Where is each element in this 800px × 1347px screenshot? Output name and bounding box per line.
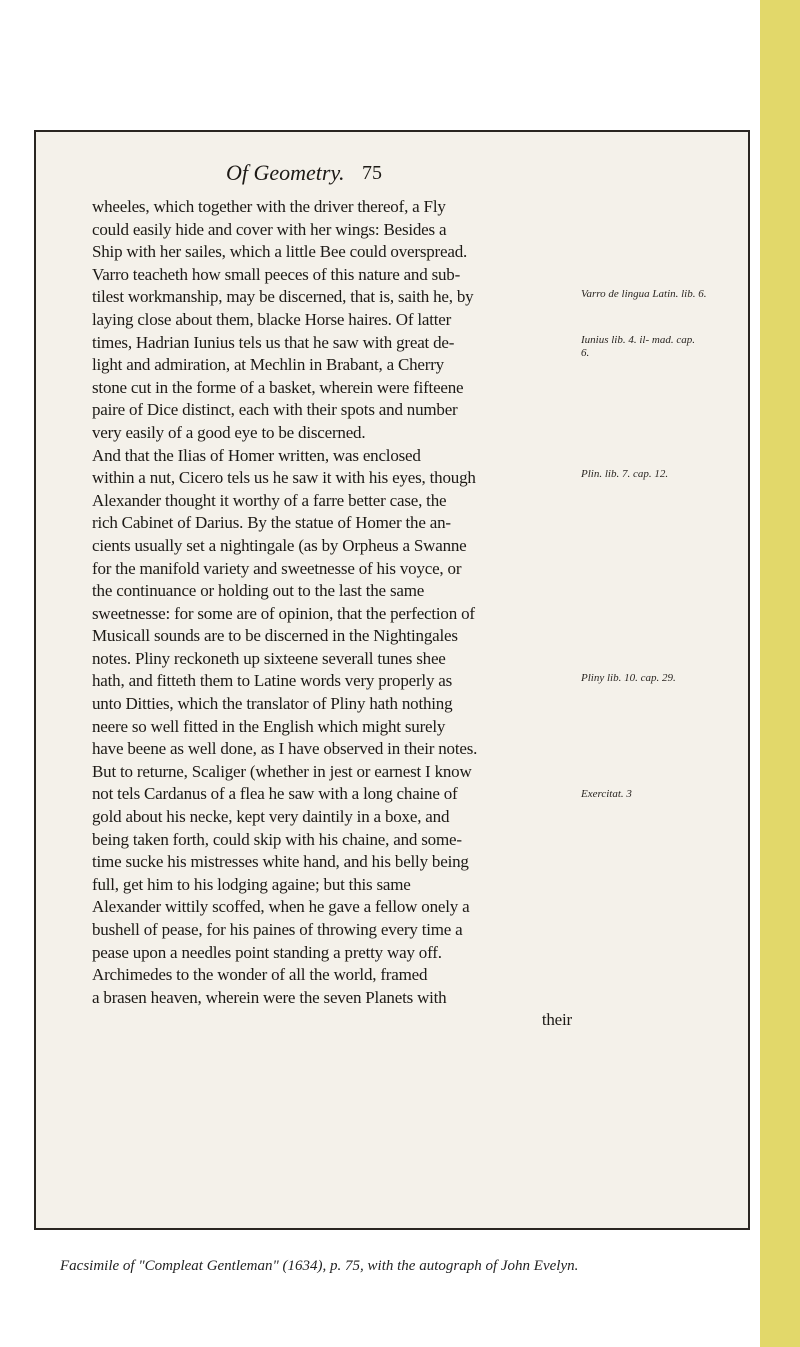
text-line: time sucke his mistresses white hand, and his belly being bbox=[92, 852, 469, 872]
text-line: unto Ditties, which the translator of Pliny hath nothing bbox=[92, 694, 453, 714]
text-line: sweetnesse: for some are of opinion, that the perfection of bbox=[92, 603, 475, 623]
text-line: hath, and fitteth them to Latine words very properly as bbox=[92, 671, 453, 691]
text-line: times, Hadrian Iunius tels us that he saw with great de- bbox=[92, 332, 455, 352]
text-line: stone cut in the forme of a basket, wherein were fifteene bbox=[92, 377, 464, 397]
text-line: laying close about them, blacke Horse haires. Of latter bbox=[92, 309, 452, 329]
text-line: pease upon a needles point standing a pretty way off. bbox=[92, 942, 442, 962]
text-line: And that the Ilias of Homer written, was enclosed bbox=[92, 445, 421, 465]
text-line: being taken forth, could skip with his chaine, and some- bbox=[92, 829, 462, 849]
text-line: a brasen heaven, wherein were the seven Planets with bbox=[92, 987, 447, 1007]
page-header bbox=[36, 160, 748, 190]
text-line: Alexander thought it worthy of a farre better case, the bbox=[92, 490, 447, 510]
text-line: Archimedes to the wonder of all the world, framed bbox=[92, 965, 428, 985]
text-line: very easily of a good eye to be discerned. bbox=[92, 422, 366, 442]
text-line: neere so well fitted in the English which might surely bbox=[92, 716, 446, 736]
text-line: But to returne, Scaliger (whether in jest or earnest I know bbox=[92, 761, 472, 781]
text-line: the continuance or holding out to the last the same bbox=[92, 581, 425, 601]
text-line: Musicall sounds are to be discerned in the Nightingales bbox=[92, 626, 458, 646]
page-number: 75 bbox=[362, 162, 382, 184]
facsimile-caption: Facsimile of "Compleat Gentleman" (1634), p. 75, with the autograph of John Evelyn. bbox=[60, 1258, 579, 1274]
text-line: could easily hide and cover with her wings: Besides a bbox=[92, 219, 447, 239]
margin-note-varro: Varro de lingua Latin. lib. 6. bbox=[581, 288, 707, 300]
text-line: tilest workmanship, may be discerned, that is, saith he, by bbox=[92, 287, 474, 307]
margin-note-exercitat: Exercitat. 3 bbox=[581, 788, 632, 800]
margin-note-iunius: Iunius lib. 4. il- mad. cap. 6. bbox=[581, 334, 695, 359]
body-text bbox=[92, 196, 572, 1032]
text-line: have beene as well done, as I have observed in their notes. bbox=[92, 739, 478, 759]
scan-edge-strip bbox=[760, 0, 800, 1347]
text-line: within a nut, Cicero tels us he saw it with his eyes, though bbox=[92, 468, 476, 488]
text-line: rich Cabinet of Darius. By the statue of Homer the an- bbox=[92, 513, 451, 533]
text-line: paire of Dice distinct, each with their spots and number bbox=[92, 400, 458, 420]
text-line: for the manifold variety and sweetnesse of his voyce, or bbox=[92, 558, 462, 578]
text-line: notes. Pliny reckoneth up sixteene severall tunes shee bbox=[92, 648, 446, 668]
page-sheet bbox=[34, 130, 750, 1230]
text-line: full, get him to his lodging againe; but this same bbox=[92, 874, 411, 894]
running-title: Of Geometry. bbox=[226, 160, 345, 185]
text-line: wheeles, which together with the driver thereof, a Fly bbox=[92, 197, 446, 216]
text-line: bushell of pease, for his paines of throwing every time a bbox=[92, 920, 463, 939]
text-line: Ship with her sailes, which a little Bee could overspread. bbox=[92, 242, 468, 262]
text-line: not tels Cardanus of a flea he saw with a long chaine of bbox=[92, 784, 458, 804]
text-line: gold about his necke, kept very daintily in a boxe, and bbox=[92, 807, 450, 827]
margin-note-pliny-10: Pliny lib. 10. cap. 29. bbox=[581, 672, 676, 684]
text-line: Varro teacheth how small peeces of this nature and sub- bbox=[92, 264, 461, 284]
text-line: cients usually set a nightingale (as by Orpheus a Swanne bbox=[92, 535, 467, 555]
text-line: Alexander wittily scoffed, when he gave a fellow onely a bbox=[92, 897, 470, 917]
margin-note-plin-7: Plin. lib. 7. cap. 12. bbox=[581, 468, 669, 480]
text-line: light and admiration, at Mechlin in Brabant, a Cherry bbox=[92, 355, 444, 375]
text-line: their bbox=[541, 1010, 572, 1030]
